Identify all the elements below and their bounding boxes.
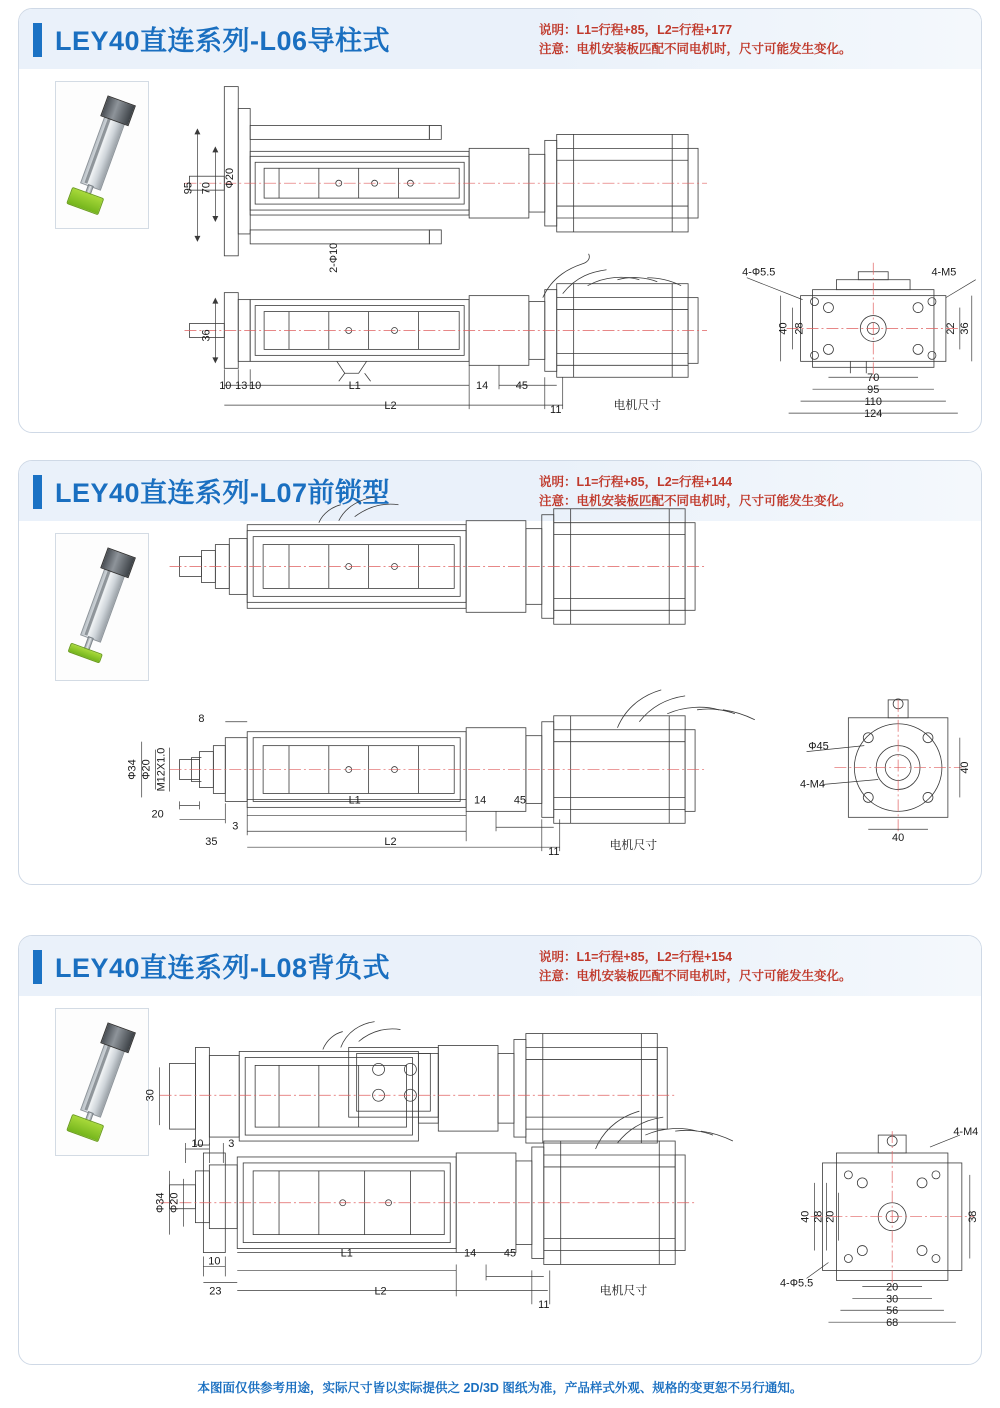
drawing-l06 [19,9,981,432]
section-l08 [18,935,982,1365]
svg-text:L1: L1 [348,380,361,393]
svg-text:8: 8 [198,712,205,725]
svg-text:10: 10 [208,1255,221,1268]
svg-text:23: 23 [209,1285,222,1298]
svg-text:3: 3 [228,1138,235,1151]
drawing-l08 [19,936,981,1364]
svg-text:4-Ф5.5: 4-Ф5.5 [742,266,776,279]
svg-text:L2: L2 [384,400,397,413]
svg-text:电机尺寸: 电机尺寸 [599,1283,648,1298]
svg-text:45: 45 [513,794,526,807]
svg-text:Ф34: Ф34 [154,1192,167,1213]
svg-text:40: 40 [799,1210,812,1223]
svg-text:10: 10 [249,380,262,393]
svg-text:38: 38 [966,1210,979,1223]
svg-text:14: 14 [475,380,489,393]
svg-text:40: 40 [958,761,971,774]
svg-text:56: 56 [886,1305,899,1318]
svg-text:14: 14 [464,1247,477,1260]
svg-text:11: 11 [550,404,562,417]
svg-text:68: 68 [886,1317,899,1330]
section-title: LEY40直连系列-L08背负式 [55,953,391,983]
footer-disclaimer: 本图面仅供参考用途，实际尺寸皆以实际提供之 2D/3D 图纸为准，产品样式外观、规格的变更恕不另行通知。 [197,1381,803,1395]
svg-text:28: 28 [812,1210,825,1223]
svg-text:Ф20: Ф20 [224,167,237,189]
note-line-1: 说明：L1=行程+85，L2=行程+154 [539,950,733,964]
svg-text:14: 14 [474,794,487,807]
svg-text:4-M4: 4-M4 [800,778,825,791]
svg-text:20: 20 [151,808,164,821]
svg-text:Ф45: Ф45 [808,740,829,753]
note-line-1: 说明：L1=行程+85，L2=行程+144 [539,475,733,489]
svg-text:70: 70 [200,182,213,195]
svg-text:10: 10 [191,1138,204,1151]
svg-text:Ф20: Ф20 [140,759,153,780]
svg-text:L1: L1 [348,794,361,807]
section-l06 [18,8,982,433]
svg-text:124: 124 [864,408,883,421]
svg-text:11: 11 [538,1299,550,1312]
svg-text:2-Ф10: 2-Ф10 [327,242,340,273]
section-title: LEY40直连系列-L07前锁型 [55,478,391,508]
svg-text:3: 3 [232,820,239,833]
svg-text:电机尺寸: 电机尺寸 [609,838,658,853]
svg-text:22: 22 [944,322,957,335]
drawing-l07 [19,461,981,884]
note-line-2: 注意：电机安装板匹配不同电机时，尺寸可能发生变化。 [539,42,852,56]
svg-text:20: 20 [886,1281,899,1294]
svg-text:95: 95 [867,384,880,397]
note-line-2: 注意：电机安装板匹配不同电机时，尺寸可能发生变化。 [539,969,852,983]
svg-text:40: 40 [777,322,790,335]
svg-text:30: 30 [144,1089,157,1102]
svg-text:20: 20 [824,1210,837,1223]
svg-text:110: 110 [864,396,882,409]
svg-text:11: 11 [548,846,560,859]
svg-text:36: 36 [200,329,213,342]
section-l07 [18,460,982,885]
svg-text:36: 36 [958,322,971,335]
svg-text:35: 35 [205,836,218,849]
svg-text:28: 28 [793,322,806,335]
svg-text:45: 45 [503,1247,517,1260]
svg-text:70: 70 [867,372,880,385]
svg-text:4-M4: 4-M4 [953,1126,979,1139]
svg-text:4-Ф5.5: 4-Ф5.5 [779,1277,814,1290]
note-line-1: 说明：L1=行程+85，L2=行程+177 [539,23,733,37]
svg-text:Ф20: Ф20 [168,1192,181,1213]
svg-text:L2: L2 [384,836,397,849]
svg-text:95: 95 [182,182,195,195]
svg-text:Ф34: Ф34 [126,759,139,780]
svg-text:L1: L1 [340,1247,353,1260]
svg-text:M12X1.0: M12X1.0 [155,747,168,792]
svg-text:10: 10 [219,380,232,393]
svg-text:30: 30 [886,1293,899,1306]
svg-text:电机尺寸: 电机尺寸 [613,398,662,413]
svg-text:45: 45 [515,380,528,393]
note-line-2: 注意：电机安装板匹配不同电机时，尺寸可能发生变化。 [539,494,852,508]
svg-text:13: 13 [235,380,248,393]
svg-text:40: 40 [892,832,905,845]
svg-text:L2: L2 [374,1285,387,1298]
svg-text:4-M5: 4-M5 [931,266,957,279]
section-title: LEY40直连系列-L06导柱式 [55,26,391,56]
